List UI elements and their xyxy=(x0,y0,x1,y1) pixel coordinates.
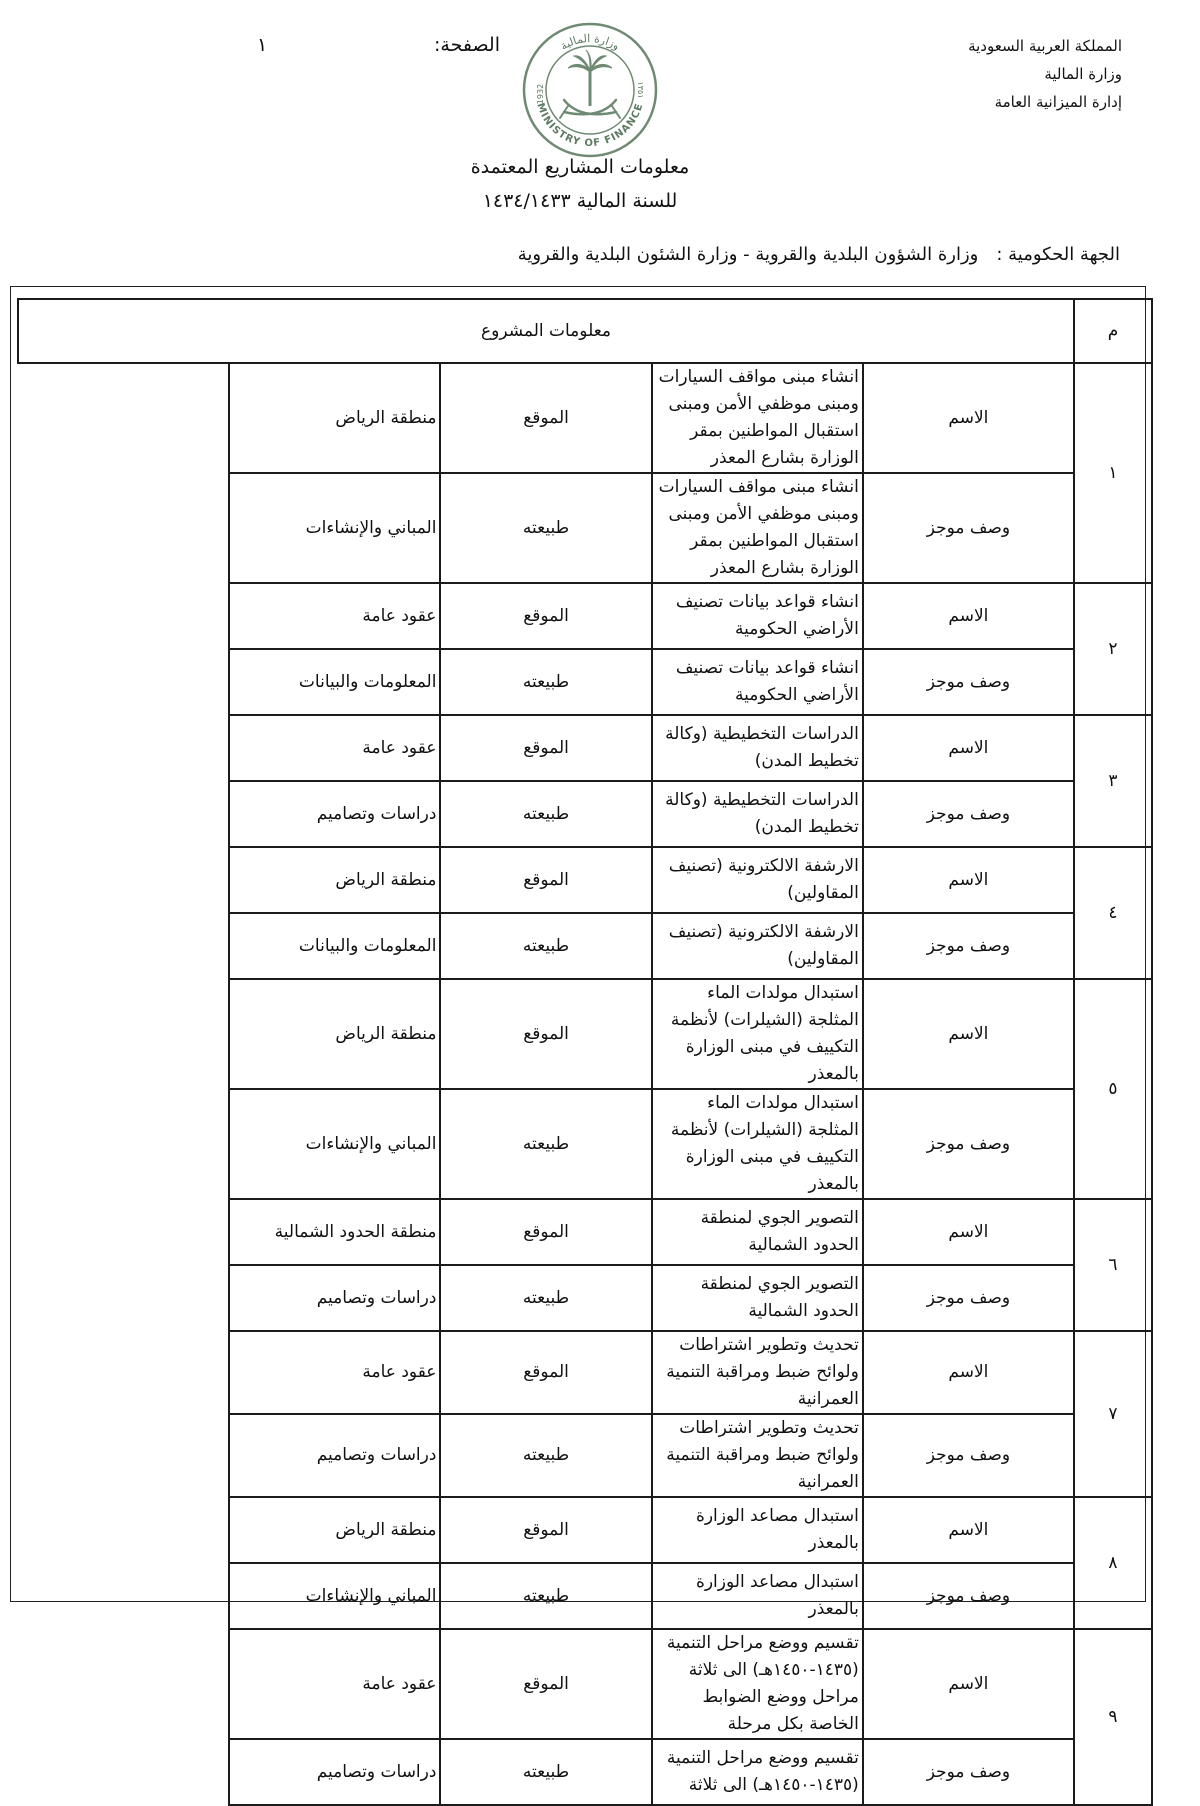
project-description: الارشفة الالكترونية (تصنيف المقاولين) xyxy=(652,913,863,979)
description-label: وصف موجز xyxy=(863,913,1074,979)
project-nature: المعلومات والبيانات xyxy=(229,913,440,979)
table-row xyxy=(18,363,1152,473)
nature-label: طبيعته xyxy=(440,1739,651,1805)
letterhead xyxy=(912,32,1122,116)
project-nature: دراسات وتصاميم xyxy=(229,781,440,847)
name-label: الاسم xyxy=(863,979,1074,1089)
ministry-name: وزارة المالية xyxy=(1044,65,1122,83)
row-index: ٨ xyxy=(1074,1497,1152,1629)
project-nature: المباني والإنشاءات xyxy=(229,1089,440,1199)
name-label: الاسم xyxy=(863,715,1074,781)
nature-label: طبيعته xyxy=(440,473,651,583)
page-number: ١ xyxy=(257,34,268,56)
projects-table xyxy=(17,298,1153,1806)
location-label: الموقع xyxy=(440,363,651,473)
table-row xyxy=(18,583,1152,649)
title-line-2: للسنة المالية ١٤٣٤/١٤٣٣ xyxy=(482,190,678,212)
row-index: ٤ xyxy=(1074,847,1152,979)
row-index: ٩ xyxy=(1074,1629,1152,1805)
seal-year-right: ١٣٥١ xyxy=(636,81,645,99)
location-label: الموقع xyxy=(440,1331,651,1414)
document-title xyxy=(420,150,740,218)
row-index: ٢ xyxy=(1074,583,1152,715)
table-header-row xyxy=(18,299,1152,363)
project-location: عقود عامة xyxy=(229,1629,440,1739)
palm-tree-icon xyxy=(568,50,612,106)
entity-label: الجهة الحكومية : xyxy=(996,244,1120,265)
nature-label: طبيعته xyxy=(440,913,651,979)
project-location: منطقة الرياض xyxy=(229,1497,440,1563)
name-label: الاسم xyxy=(863,1497,1074,1563)
location-label: الموقع xyxy=(440,1497,651,1563)
location-label: الموقع xyxy=(440,583,651,649)
description-label: وصف موجز xyxy=(863,1265,1074,1331)
seal-year-left: 1932 xyxy=(536,83,545,105)
project-name: تقسيم ووضع مراحل التنمية (١٤٣٥-١٤٥٠هـ) الى ثلاثة مراحل ووضع الضوابط الخاصة بكل مرحلة xyxy=(652,1629,863,1739)
row-index: ٦ xyxy=(1074,1199,1152,1331)
nature-label: طبيعته xyxy=(440,1563,651,1629)
location-label: الموقع xyxy=(440,979,651,1089)
column-header-project-info: معلومات المشروع xyxy=(18,299,1074,363)
project-name: انشاء قواعد بيانات تصنيف الأراضي الحكومية xyxy=(652,583,863,649)
project-description: تقسيم ووضع مراحل التنمية (١٤٣٥-١٤٥٠هـ) الى ثلاثة xyxy=(652,1739,863,1805)
project-description: تحديث وتطوير اشتراطات ولوائح ضبط ومراقبة التنمية العمرانية xyxy=(652,1414,863,1497)
project-name: الارشفة الالكترونية (تصنيف المقاولين) xyxy=(652,847,863,913)
project-location: منطقة الرياض xyxy=(229,363,440,473)
table-row xyxy=(18,1089,1152,1199)
name-label: الاسم xyxy=(863,363,1074,473)
table-row xyxy=(18,1629,1152,1739)
description-label: وصف موجز xyxy=(863,473,1074,583)
table-row xyxy=(18,1199,1152,1265)
table-row xyxy=(18,473,1152,583)
government-entity xyxy=(420,244,1120,265)
project-description: انشاء قواعد بيانات تصنيف الأراضي الحكومية xyxy=(652,649,863,715)
nature-label: طبيعته xyxy=(440,1089,651,1199)
nature-label: طبيعته xyxy=(440,781,651,847)
name-label: الاسم xyxy=(863,1331,1074,1414)
name-label: الاسم xyxy=(863,583,1074,649)
project-description: استبدال مولدات الماء المثلجة (الشيلرات) لأنظمة التكييف في مبنى الوزارة بالمعذر xyxy=(652,1089,863,1199)
location-label: الموقع xyxy=(440,715,651,781)
description-label: وصف موجز xyxy=(863,1414,1074,1497)
nature-label: طبيعته xyxy=(440,1265,651,1331)
table-row xyxy=(18,1331,1152,1414)
table-row xyxy=(18,781,1152,847)
department-name: إدارة الميزانية العامة xyxy=(994,93,1122,111)
table-row xyxy=(18,1739,1152,1805)
project-description: التصوير الجوي لمنطقة الحدود الشمالية xyxy=(652,1265,863,1331)
project-nature: المعلومات والبيانات xyxy=(229,649,440,715)
project-location: منطقة الرياض xyxy=(229,847,440,913)
ministry-seal-logo xyxy=(520,20,660,160)
name-label: الاسم xyxy=(863,847,1074,913)
seal-english-text: MINISTRY OF FINANCE xyxy=(534,101,646,150)
description-label: وصف موجز xyxy=(863,649,1074,715)
kingdom-name: المملكة العربية السعودية xyxy=(968,37,1122,55)
table-row xyxy=(18,847,1152,913)
page-label: الصفحة: xyxy=(433,34,500,56)
project-location: عقود عامة xyxy=(229,715,440,781)
table-row xyxy=(18,1414,1152,1497)
project-nature: المباني والإنشاءات xyxy=(229,473,440,583)
location-label: الموقع xyxy=(440,1199,651,1265)
title-line-1: معلومات المشاريع المعتمدة xyxy=(470,156,690,178)
project-name: الدراسات التخطيطية (وكالة تخطيط المدن) xyxy=(652,715,863,781)
nature-label: طبيعته xyxy=(440,649,651,715)
project-nature: دراسات وتصاميم xyxy=(229,1414,440,1497)
entity-value: وزارة الشؤون البلدية والقروية - وزارة الشئون البلدية والقروية xyxy=(517,244,979,265)
project-description: الدراسات التخطيطية (وكالة تخطيط المدن) xyxy=(652,781,863,847)
project-name: التصوير الجوي لمنطقة الحدود الشمالية xyxy=(652,1199,863,1265)
description-label: وصف موجز xyxy=(863,1739,1074,1805)
table-row xyxy=(18,979,1152,1089)
project-nature: دراسات وتصاميم xyxy=(229,1739,440,1805)
table-row xyxy=(18,1265,1152,1331)
location-label: الموقع xyxy=(440,847,651,913)
description-label: وصف موجز xyxy=(863,781,1074,847)
project-nature: المباني والإنشاءات xyxy=(229,1563,440,1629)
project-nature: دراسات وتصاميم xyxy=(229,1265,440,1331)
table-row xyxy=(18,715,1152,781)
name-label: الاسم xyxy=(863,1199,1074,1265)
location-label: الموقع xyxy=(440,1629,651,1739)
project-name: تحديث وتطوير اشتراطات ولوائح ضبط ومراقبة التنمية العمرانية xyxy=(652,1331,863,1414)
name-label: الاسم xyxy=(863,1629,1074,1739)
project-description: انشاء مبنى مواقف السيارات ومبنى موظفي الأمن ومبنى استقبال المواطنين بمقر الوزارة بشارع المعذر xyxy=(652,473,863,583)
nature-label: طبيعته xyxy=(440,1414,651,1497)
project-location: عقود عامة xyxy=(229,1331,440,1414)
description-label: وصف موجز xyxy=(863,1089,1074,1199)
project-location: منطقة الحدود الشمالية xyxy=(229,1199,440,1265)
seal-arabic-text: وزارة المالية xyxy=(558,31,623,53)
project-name: استبدال مولدات الماء المثلجة (الشيلرات) لأنظمة التكييف في مبنى الوزارة بالمعذر xyxy=(652,979,863,1089)
svg-text:وزارة المالية xyxy=(558,32,622,53)
project-location: منطقة الرياض xyxy=(229,979,440,1089)
project-description: استبدال مصاعد الوزارة بالمعذر xyxy=(652,1563,863,1629)
description-label: وصف موجز xyxy=(863,1563,1074,1629)
row-index: ٣ xyxy=(1074,715,1152,847)
row-index: ٥ xyxy=(1074,979,1152,1199)
table-row xyxy=(18,913,1152,979)
table-row xyxy=(18,1563,1152,1629)
row-index: ١ xyxy=(1074,363,1152,583)
table-row xyxy=(18,1497,1152,1563)
table-row xyxy=(18,649,1152,715)
row-index: ٧ xyxy=(1074,1331,1152,1497)
project-location: عقود عامة xyxy=(229,583,440,649)
project-name: انشاء مبنى مواقف السيارات ومبنى موظفي الأمن ومبنى استقبال المواطنين بمقر الوزارة بشارع المعذر xyxy=(652,363,863,473)
column-header-index: م xyxy=(1074,299,1152,363)
project-name: استبدال مصاعد الوزارة بالمعذر xyxy=(652,1497,863,1563)
